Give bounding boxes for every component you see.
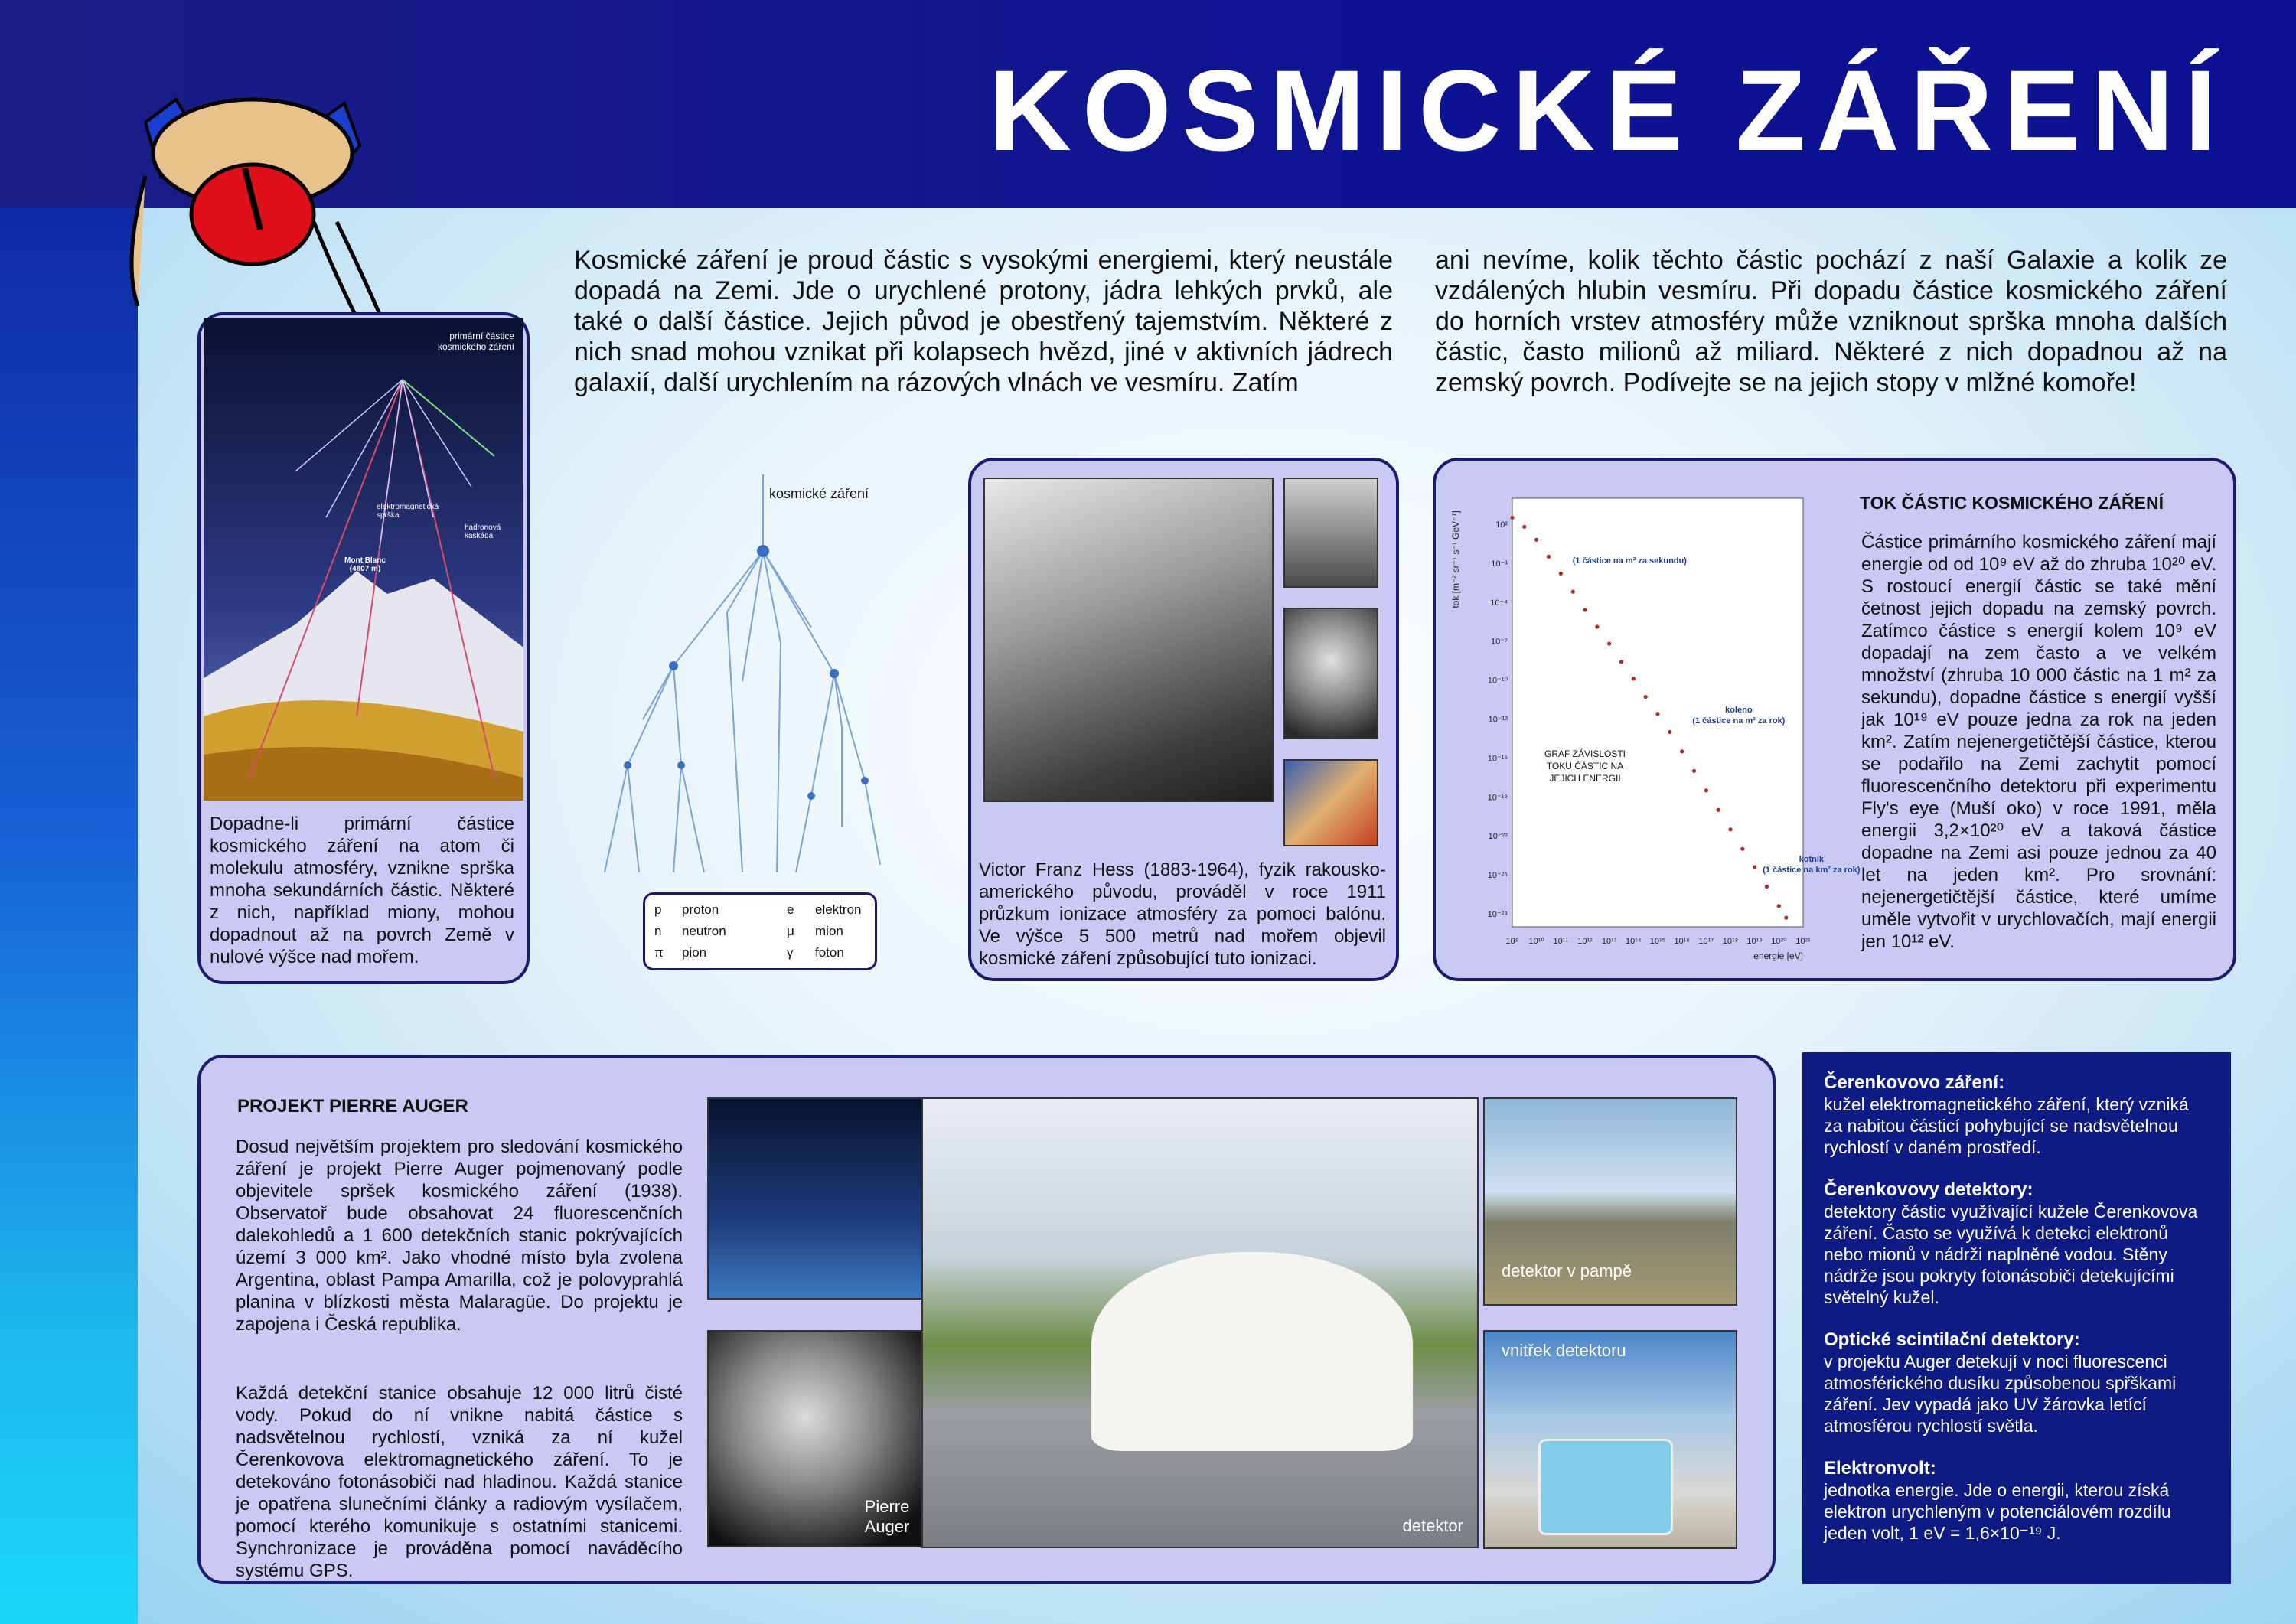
x-tick-label: 10⁹ bbox=[1505, 937, 1519, 946]
intro-text-right: ani nevíme, kolik těchto částic pochází z naší Galaxie a kolik ze vzdálených hlubin vesmíru. Při dopadu částice kosmického záření do horních vrstev atmosféry může vzniknout sprška mnoha dalších částic, často milionů až miliard. Některé z nich dopadnou až na zemský povrch. Podívejte se na jejich stopy v mlžné komoře! bbox=[1435, 246, 2227, 397]
y-tick-label: 10⁻²² bbox=[1488, 832, 1508, 842]
chart-title-line: GRAF ZÁVISLOSTI bbox=[1544, 748, 1626, 759]
water-tank-cutaway bbox=[1538, 1439, 1673, 1535]
x-tick-label: 10¹⁴ bbox=[1626, 937, 1642, 946]
def-text-cerenkov-detectors: detektory částic využívající kužele Čerenkovova záření. Často se využívá k detekci elektronů nebo mionů v nádrži naplněné vodou. Stěny nádrže jsou pokryty fotonásobiči detekujícími světelný kužel. bbox=[1824, 1202, 2198, 1307]
data-point bbox=[1753, 865, 1756, 869]
mountain-label: Mont Blanc (4807 m) bbox=[344, 556, 386, 573]
y-tick-label: 10⁻¹⁰ bbox=[1487, 676, 1508, 686]
auger-text-2: Každá detekční stanice obsahuje 12 000 litrů čisté vody. Pokud do ní vnikne nabitá částice s nadsvětelnou rychlostí, vzniká za ní kužel Čerenkovova elektromagnetického záření. To je detekováno fotonásobiči nad hladinou. Každá stanice je opatřena slunečními články a radiovým vysílačem, pomocí kterého komunikuje s ostatními stanicemi. Synchronizace je prováděna pomocí naváděcího systému GPS. bbox=[236, 1383, 683, 1581]
x-tick-label: 10²⁰ bbox=[1771, 937, 1787, 946]
hess-panel bbox=[968, 458, 1399, 981]
hess-lab-photo bbox=[1283, 478, 1378, 588]
y-tick-label: 10⁻¹ bbox=[1491, 559, 1508, 569]
chart-title-line: JEJICH ENERGII bbox=[1549, 773, 1621, 784]
data-point bbox=[1680, 749, 1684, 753]
x-tick-label: 10¹⁵ bbox=[1649, 937, 1666, 946]
particle-legend bbox=[643, 892, 877, 970]
y-axis-label: tok [m⁻² sr⁻¹ s⁻¹ GeV⁻¹] bbox=[1450, 510, 1461, 608]
shower-caption: Dopadne-li primární částice kosmického záření na atom či molekulu atmosféry, vznikne sprška mnoha sekundárních částic. Některé z nich, například miony, mohou dopadnout až na povrch Země v nulové výšce nad mořem. bbox=[210, 814, 514, 967]
chart-annotation: kotník bbox=[1799, 855, 1825, 865]
def-term-optical: Optické scintilační detektory: bbox=[1824, 1329, 2080, 1350]
page-title: KOSMICKÉ ZÁŘENÍ bbox=[988, 46, 2227, 174]
cascade-top-label: kosmické záření bbox=[769, 486, 869, 501]
pampa-photo bbox=[1483, 1097, 1737, 1306]
data-point bbox=[1619, 660, 1623, 664]
data-point bbox=[1607, 641, 1611, 645]
data-point bbox=[1547, 555, 1551, 559]
x-tick-label: 10¹⁰ bbox=[1528, 937, 1544, 946]
x-tick-label: 10¹⁶ bbox=[1674, 937, 1690, 946]
data-point bbox=[1784, 916, 1788, 920]
data-point bbox=[1740, 847, 1744, 851]
hess-stamp-photo bbox=[1283, 759, 1378, 846]
def-term-cerenkov-detectors: Čerenkovovy detektory: bbox=[1824, 1179, 2033, 1200]
def-term-electronvolt: Elektronvolt: bbox=[1824, 1458, 1936, 1479]
x-tick-label: 10¹⁹ bbox=[1746, 937, 1763, 946]
legend-name-proton: proton bbox=[682, 902, 719, 917]
legend-name-foton: foton bbox=[815, 945, 844, 960]
def-text-optical: v projektu Auger detekují v noci fluorescenci atmosférického dusíku způsobenou spřškami záření. Jev vypadá jako UV žárovka letící atmosférou rychlostí světla. bbox=[1824, 1352, 2177, 1436]
data-point bbox=[1644, 695, 1648, 699]
def-text-cerenkov: kužel elektromagnetického záření, který vzniká za nabitou částicí pohybující se nadsvětelnou rychlostí v daném prostředí. bbox=[1824, 1094, 2189, 1157]
auger-portrait-photo bbox=[707, 1330, 925, 1547]
y-tick-label: 10² bbox=[1495, 520, 1508, 530]
data-point bbox=[1632, 677, 1636, 680]
hess-portrait-photo bbox=[1283, 608, 1378, 739]
data-point bbox=[1522, 525, 1526, 529]
data-point bbox=[1534, 538, 1538, 542]
legend-name-elektron: elektron bbox=[815, 902, 862, 917]
y-tick-label: 10⁻¹³ bbox=[1488, 715, 1508, 725]
pampa-label: detektor v pampě bbox=[1502, 1261, 1632, 1280]
primary-particle-label: primární částice kosmického záření bbox=[437, 331, 514, 352]
data-point bbox=[1559, 572, 1563, 576]
flux-heading: TOK ČÁSTIC KOSMICKÉHO ZÁŘENÍ bbox=[1860, 493, 2164, 513]
legend-sym-mu: μ bbox=[787, 924, 794, 938]
detector-label: detektor bbox=[1402, 1516, 1463, 1535]
hess-caption: Victor Franz Hess (1883-1964), fyzik rakousko-amerického původu, prováděl v roce 1911 průzkum ionizace atmosféry za pomoci balónu. Ve výšce 5 500 metrů nad mořem objevil kosmické záření způsobující tuto ionizaci. bbox=[979, 859, 1386, 969]
chart-annotation: koleno bbox=[1725, 706, 1753, 715]
x-tick-label: 10¹¹ bbox=[1553, 937, 1569, 946]
observatory-illustration bbox=[707, 1097, 925, 1300]
chart-annotation-sub: (1 částice na m² za rok) bbox=[1692, 716, 1786, 726]
data-point bbox=[1655, 712, 1659, 716]
legend-sym-gamma: γ bbox=[787, 945, 794, 960]
data-point bbox=[1692, 769, 1696, 773]
data-point bbox=[1765, 885, 1769, 889]
data-point bbox=[1595, 624, 1599, 628]
shower-panel bbox=[197, 312, 530, 984]
inside-label: vnitřek detektoru bbox=[1502, 1341, 1626, 1360]
chart-annotation-sub: (1 částice na km² za rok) bbox=[1763, 866, 1861, 876]
x-tick-label: 10¹⁷ bbox=[1698, 937, 1714, 946]
data-point bbox=[1571, 590, 1575, 594]
definitions-box bbox=[1802, 1052, 2231, 1584]
def-text-electronvolt: jednotka energie. Jde o energii, kterou získá elektron urychleným v potenciálovém rozdílu jeden volt, 1 eV = 1,6×10⁻¹⁹ J. bbox=[1824, 1480, 2171, 1543]
legend-name-neutron: neutron bbox=[682, 924, 726, 938]
auger-panel bbox=[197, 1055, 1776, 1584]
detector-tank bbox=[1091, 1252, 1413, 1451]
intro-text-left: Kosmické záření je proud částic s vysokými energiemi, který neustále dopadá na Zemi. Jde o urychlené protony, jádra lehkých prvků, ale také o další částice. Jejich původ je obestřený tajemstvím. Některé z nich snad mohou vznikat při kolapsech hvězd, jiné v aktivních jádrech galaxií, další urychlením na rázových vlnách ve vesmíru. Zatím bbox=[574, 246, 1393, 397]
legend-sym-n: n bbox=[654, 924, 662, 938]
auger-text-1: Dosud největším projektem pro sledování kosmického záření je projekt Pierre Auger pojmenovaný podle objevitele spršek kosmického záření (1938). Observatoř bude obsahovat 24 fluorescenčních dalekohledů a 1 600 detekčních stanic pokrývajících území 3 000 km². Jako vhodné místo byla zvolena Argentina, oblast Pampa Amarilla, což je polovyprahlá planina v blízkosti města Malaragüe. Do projektu je zapojena i Česká republika. bbox=[236, 1136, 683, 1335]
data-point bbox=[1583, 608, 1587, 611]
cascade-diagram bbox=[582, 474, 903, 888]
data-point bbox=[1728, 827, 1732, 831]
chart-annotation: (1 částice na m² za sekundu) bbox=[1572, 556, 1687, 566]
data-point bbox=[1717, 808, 1720, 812]
balloon-photo bbox=[983, 478, 1274, 802]
left-accent-bar bbox=[0, 208, 138, 1624]
y-tick-label: 10⁻¹⁶ bbox=[1487, 754, 1508, 764]
x-tick-label: 10¹⁸ bbox=[1722, 937, 1739, 946]
def-term-cerenkov: Čerenkovovo záření: bbox=[1824, 1072, 2005, 1093]
auger-name-label: Pierre Auger bbox=[864, 1497, 910, 1536]
y-tick-label: 10⁻⁴ bbox=[1490, 598, 1508, 608]
flux-text: Částice primárního kosmického záření mají energie od od 10⁹ eV až do zhruba 10²⁰ eV. S rostoucí energií částic se také mění četnost jejich dopadu na zemský povrch. Zatímco částice s energií kolem 10⁹ eV dopadají na zem často a ve velkém množství (zhruba 10 000 částic na 1 m² za sekundu), dopadne částice s energií vyšší jak 10¹⁹ eV pouze jedna za rok na jeden km². Zatím nejenergetičtější částice, kterou se podařilo na Zemi zachytit pomocí fluorescenčního detektoru při experimentu Fly's eye (Muší oko) v roce 1991, měla energii 3,2×10²⁰ eV a taková částice dopadne na Zemi asi pouze jednou za 40 let na jeden km². Pro srovnání: nejenergetičtější částice, které umíme uměle vytvořit v urychlovačích, mají energii jen 10¹² eV. bbox=[1861, 532, 2216, 952]
x-axis-label: energie [eV] bbox=[1753, 951, 1803, 961]
legend-name-pion: pion bbox=[682, 945, 707, 960]
flux-panel bbox=[1433, 458, 2236, 981]
em-shower-label: elektromagnetická sprška bbox=[377, 503, 439, 520]
data-point bbox=[1777, 904, 1781, 908]
data-point bbox=[1704, 788, 1708, 792]
auger-heading: PROJEKT PIERRE AUGER bbox=[237, 1096, 468, 1117]
legend-sym-pi: π bbox=[654, 945, 664, 960]
y-tick-label: 10⁻²⁸ bbox=[1487, 910, 1508, 920]
legend-sym-e: e bbox=[787, 902, 794, 917]
x-tick-label: 10¹² bbox=[1577, 937, 1593, 946]
detector-photo bbox=[921, 1097, 1479, 1548]
x-tick-label: 10²¹ bbox=[1795, 937, 1811, 946]
data-point bbox=[1510, 516, 1514, 520]
hadron-cascade-label: hadronová kaskáda bbox=[465, 523, 501, 540]
y-tick-label: 10⁻²⁵ bbox=[1487, 871, 1508, 881]
flux-chart bbox=[1443, 494, 1861, 964]
y-tick-label: 10⁻⁷ bbox=[1490, 637, 1508, 647]
legend-sym-p: p bbox=[654, 902, 662, 917]
detector-inside-photo bbox=[1483, 1330, 1737, 1549]
data-point bbox=[1668, 730, 1671, 734]
y-tick-label: 10⁻¹⁹ bbox=[1487, 793, 1508, 803]
chart-title-line: TOKU ČÁSTIC NA bbox=[1546, 761, 1624, 771]
legend-name-mion: mion bbox=[815, 924, 843, 938]
x-tick-label: 10¹³ bbox=[1601, 937, 1617, 946]
